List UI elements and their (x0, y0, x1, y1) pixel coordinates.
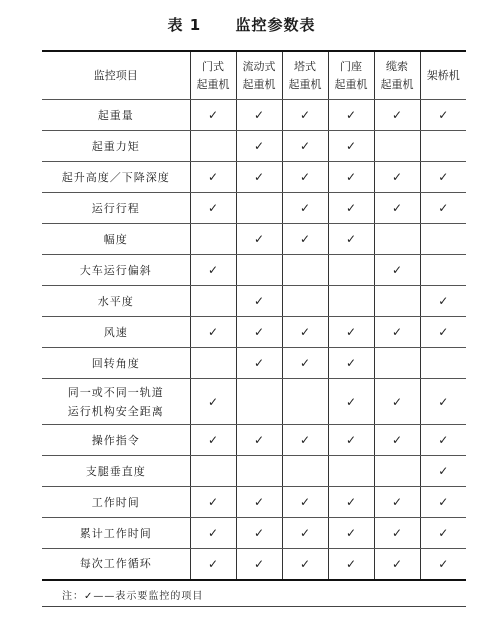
check-mark-icon: ✓ (207, 394, 219, 409)
table-note: 注：✓——表示要监控的项目 (62, 591, 204, 602)
check-mark-icon: ✓ (438, 201, 449, 215)
table-row (42, 100, 466, 131)
monitoring-item (42, 379, 190, 425)
check-cell (328, 348, 374, 379)
check-cell (374, 162, 420, 193)
check-mark-icon: ✓ (253, 433, 265, 447)
monitoring-item (42, 100, 190, 131)
check-cell (282, 518, 328, 549)
table-row (42, 131, 466, 162)
check-mark-icon: ✓ (207, 170, 219, 184)
monitoring-item (42, 224, 190, 255)
check-cell (374, 379, 420, 425)
check-cell (328, 379, 374, 425)
check-cell (190, 549, 236, 580)
check-cell (236, 518, 282, 549)
monitoring-item-line: 工作时间 (91, 495, 140, 509)
check-mark-icon: ✓ (253, 232, 265, 246)
check-mark-icon: ✓ (253, 294, 265, 308)
check-cell (420, 317, 466, 348)
check-mark-icon: ✓ (438, 108, 449, 122)
check-mark-icon: ✓ (345, 556, 357, 571)
monitoring-item-line: 累计工作时间 (79, 526, 152, 540)
table-body (42, 100, 466, 580)
check-cell (374, 456, 420, 487)
check-cell (236, 549, 282, 580)
check-mark-icon: ✓ (438, 464, 449, 478)
check-cell (190, 162, 236, 193)
check-cell (236, 162, 282, 193)
check-cell (190, 456, 236, 487)
check-cell (328, 549, 374, 580)
monitoring-item (42, 131, 190, 162)
check-mark-icon: ✓ (207, 108, 219, 122)
check-cell (190, 379, 236, 425)
monitoring-item-line: 起升高度／下降深度 (61, 170, 170, 184)
check-cell (420, 456, 466, 487)
check-cell (282, 286, 328, 317)
check-mark-icon: ✓ (345, 201, 357, 215)
check-cell (374, 100, 420, 131)
monitoring-item-line: 起重量 (97, 108, 134, 122)
check-cell (236, 456, 282, 487)
table-title-text: 监控参数表 (235, 16, 316, 34)
table-row (42, 379, 466, 425)
check-cell (282, 255, 328, 286)
check-mark-icon: ✓ (207, 325, 219, 339)
check-cell (236, 131, 282, 162)
check-mark-icon: ✓ (345, 170, 357, 184)
check-cell (420, 255, 466, 286)
table-row (42, 348, 466, 379)
check-cell (236, 425, 282, 456)
check-mark-icon: ✓ (299, 325, 311, 339)
check-mark-icon: ✓ (345, 232, 357, 246)
check-cell (236, 224, 282, 255)
check-cell (282, 193, 328, 224)
check-mark-icon: ✓ (253, 495, 265, 509)
check-cell (282, 162, 328, 193)
table-title (0, 14, 483, 35)
check-mark-icon: ✓ (299, 356, 311, 370)
check-cell (282, 425, 328, 456)
check-mark-icon: ✓ (253, 356, 265, 370)
table-row (42, 255, 466, 286)
check-mark-icon: ✓ (253, 139, 265, 153)
check-mark-icon: ✓ (253, 170, 265, 184)
monitoring-item (42, 317, 190, 348)
header-crane: 塔式 起重机 (282, 51, 328, 100)
check-mark-icon: ✓ (207, 495, 219, 509)
check-cell (282, 487, 328, 518)
check-mark-icon: ✓ (207, 263, 219, 277)
header-crane: 架桥机 (420, 51, 466, 100)
check-mark-icon: ✓ (345, 394, 357, 409)
check-mark-icon: ✓ (299, 495, 311, 509)
monitoring-item-line: 运行行程 (91, 201, 140, 215)
check-cell (374, 286, 420, 317)
check-cell (190, 131, 236, 162)
monitoring-parameters-table (42, 50, 466, 581)
check-cell (328, 518, 374, 549)
check-cell (328, 193, 374, 224)
table-row (42, 193, 466, 224)
check-cell (328, 131, 374, 162)
header-item: 监控项目 (42, 51, 190, 100)
check-cell (374, 317, 420, 348)
check-cell (420, 549, 466, 580)
check-mark-icon: ✓ (391, 263, 403, 277)
check-cell (236, 193, 282, 224)
check-cell (236, 286, 282, 317)
monitoring-item-line: 风速 (103, 325, 128, 339)
monitoring-item-line: 支腿垂直度 (85, 464, 146, 478)
header-crane: 缆索 起重机 (374, 51, 420, 100)
header-crane: 门座 起重机 (328, 51, 374, 100)
check-cell (420, 162, 466, 193)
table-number: 表 1 (167, 16, 202, 34)
check-cell (190, 255, 236, 286)
check-cell (374, 348, 420, 379)
check-cell (190, 100, 236, 131)
check-cell (282, 549, 328, 580)
check-cell (236, 100, 282, 131)
monitoring-item (42, 348, 190, 379)
monitoring-item (42, 255, 190, 286)
check-cell (236, 317, 282, 348)
table-row (42, 518, 466, 549)
check-cell (190, 425, 236, 456)
check-mark-icon: ✓ (207, 526, 219, 540)
check-cell (282, 131, 328, 162)
check-cell (420, 518, 466, 549)
check-mark-icon: ✓ (345, 526, 357, 540)
check-cell (282, 317, 328, 348)
check-cell (420, 286, 466, 317)
check-mark-icon: ✓ (391, 201, 403, 215)
check-cell (282, 379, 328, 425)
check-mark-icon: ✓ (438, 394, 449, 409)
check-cell (190, 487, 236, 518)
check-cell (190, 317, 236, 348)
check-mark-icon: ✓ (299, 108, 311, 122)
monitoring-item-line: 回转角度 (91, 356, 140, 370)
monitoring-item (42, 518, 190, 549)
check-cell (420, 425, 466, 456)
monitoring-item (42, 456, 190, 487)
check-cell (190, 193, 236, 224)
check-cell (374, 518, 420, 549)
header-crane: 流动式 起重机 (236, 51, 282, 100)
check-cell (282, 224, 328, 255)
monitoring-item-line: 每次工作循环 (79, 557, 152, 571)
check-cell (328, 162, 374, 193)
check-mark-icon: ✓ (299, 139, 311, 153)
check-cell (236, 379, 282, 425)
check-cell (328, 100, 374, 131)
check-mark-icon: ✓ (391, 170, 403, 184)
check-cell (420, 224, 466, 255)
check-mark-icon: ✓ (253, 526, 265, 540)
check-mark-icon: ✓ (345, 139, 357, 153)
check-cell (374, 193, 420, 224)
bottom-rule (42, 606, 466, 607)
check-mark-icon: ✓ (299, 232, 311, 246)
check-cell (420, 100, 466, 131)
check-mark-icon: ✓ (299, 556, 311, 571)
check-mark-icon: ✓ (345, 108, 357, 122)
table-row (42, 317, 466, 348)
check-mark-icon: ✓ (391, 495, 403, 509)
monitoring-item (42, 286, 190, 317)
check-mark-icon: ✓ (345, 356, 357, 370)
monitoring-item-line: 同一或不同一轨道 (67, 385, 164, 399)
check-cell (328, 487, 374, 518)
monitoring-item (42, 549, 190, 580)
check-mark-icon: ✓ (438, 556, 449, 571)
check-mark-icon: ✓ (391, 433, 403, 447)
check-mark-icon: ✓ (253, 556, 265, 571)
monitoring-item (42, 487, 190, 518)
check-mark-icon: ✓ (391, 556, 403, 571)
check-mark-icon: ✓ (391, 325, 403, 339)
check-cell (374, 487, 420, 518)
check-cell (282, 100, 328, 131)
table-row (42, 224, 466, 255)
monitoring-item (42, 162, 190, 193)
check-cell (420, 348, 466, 379)
check-cell (236, 487, 282, 518)
check-cell (236, 348, 282, 379)
check-cell (420, 193, 466, 224)
check-mark-icon: ✓ (438, 433, 449, 447)
table-row (42, 456, 466, 487)
check-mark-icon: ✓ (299, 201, 311, 215)
check-mark-icon: ✓ (391, 394, 403, 409)
check-mark-icon: ✓ (391, 526, 403, 540)
check-cell (420, 131, 466, 162)
check-cell (282, 348, 328, 379)
header-crane: 门式 起重机 (190, 51, 236, 100)
check-cell (328, 224, 374, 255)
monitoring-item-line: 大车运行偏斜 (79, 263, 152, 277)
check-mark-icon: ✓ (438, 170, 449, 184)
check-cell (420, 487, 466, 518)
check-mark-icon: ✓ (299, 170, 311, 184)
check-mark-icon: ✓ (299, 526, 311, 540)
check-cell (190, 348, 236, 379)
check-mark-icon: ✓ (345, 495, 357, 509)
monitoring-item-line: 起重力矩 (91, 139, 140, 153)
check-mark-icon: ✓ (345, 433, 357, 447)
header-row (42, 51, 466, 100)
check-cell (190, 286, 236, 317)
check-cell (328, 425, 374, 456)
check-mark-icon: ✓ (207, 433, 219, 447)
check-cell (420, 379, 466, 425)
check-cell (282, 456, 328, 487)
monitoring-item-line: 水平度 (97, 294, 134, 308)
check-cell (374, 224, 420, 255)
check-cell (190, 518, 236, 549)
check-cell (374, 549, 420, 580)
check-mark-icon: ✓ (438, 526, 449, 540)
check-mark-icon: ✓ (438, 325, 449, 339)
check-cell (374, 255, 420, 286)
check-cell (328, 456, 374, 487)
check-mark-icon: ✓ (345, 325, 357, 339)
check-cell (374, 131, 420, 162)
check-cell (328, 255, 374, 286)
monitoring-item (42, 193, 190, 224)
monitoring-item-line: 运行机构安全距离 (67, 404, 164, 418)
check-mark-icon: ✓ (438, 495, 449, 509)
table-row (42, 549, 466, 580)
check-cell (190, 224, 236, 255)
monitoring-item-line: 幅度 (103, 232, 128, 246)
check-mark-icon: ✓ (438, 294, 449, 308)
check-mark-icon: ✓ (391, 108, 403, 122)
check-mark-icon: ✓ (253, 325, 265, 339)
check-mark-icon: ✓ (207, 556, 219, 571)
check-cell (236, 255, 282, 286)
table-row (42, 286, 466, 317)
check-cell (374, 425, 420, 456)
check-cell (328, 286, 374, 317)
monitoring-item-line: 操作指令 (91, 433, 140, 447)
check-cell (328, 317, 374, 348)
check-mark-icon: ✓ (253, 108, 265, 122)
check-mark-icon: ✓ (299, 433, 311, 447)
table-row (42, 162, 466, 193)
monitoring-item (42, 425, 190, 456)
table-row (42, 425, 466, 456)
check-mark-icon: ✓ (207, 201, 219, 215)
table-row (42, 487, 466, 518)
